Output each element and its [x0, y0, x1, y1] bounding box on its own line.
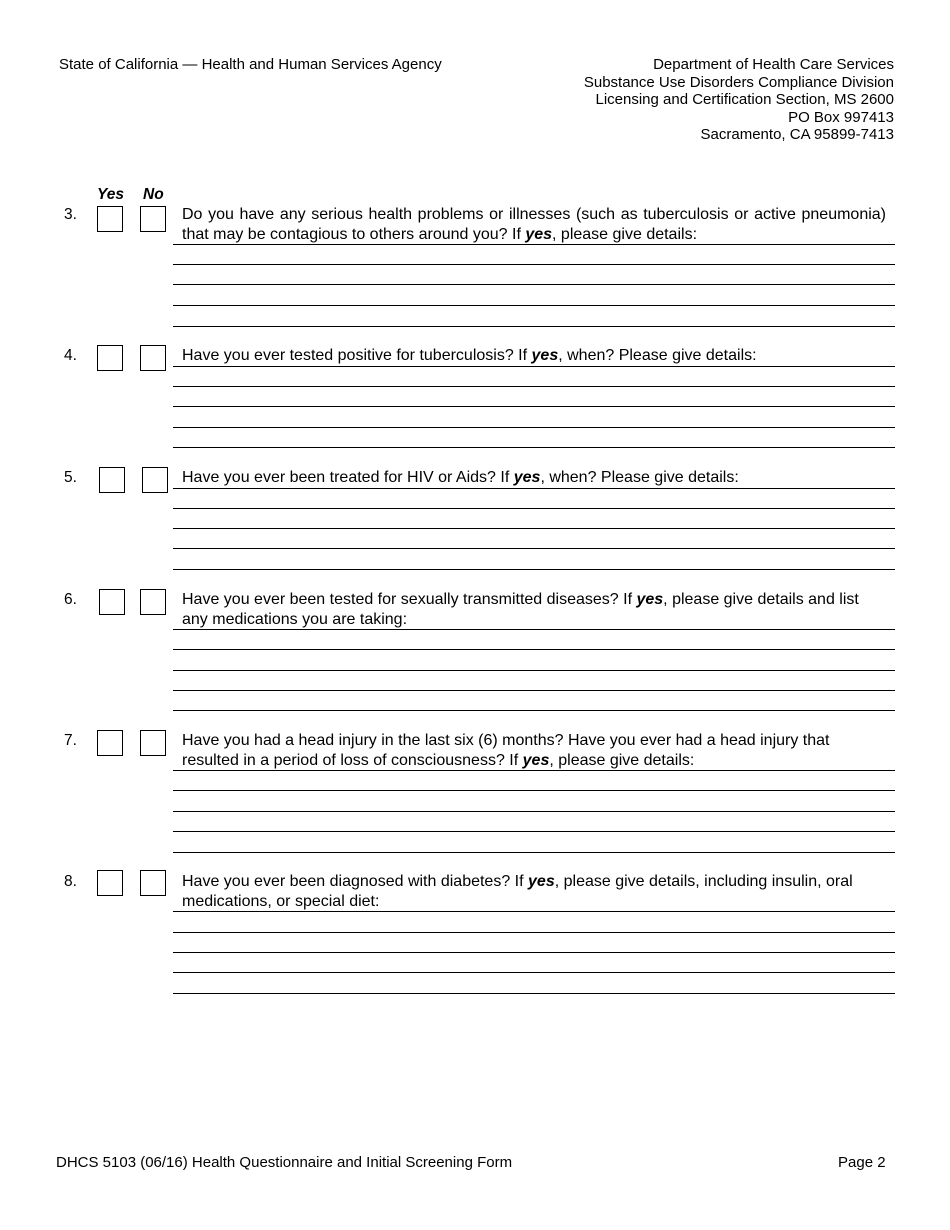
- answer-line[interactable]: [173, 952, 895, 953]
- question-text: Have you ever been diagnosed with diabetes? If yes, please give details, including insulin, oral medications, or special diet:: [182, 873, 853, 910]
- answer-line[interactable]: [173, 770, 895, 771]
- question-number: 3.: [64, 206, 77, 223]
- no-checkbox[interactable]: [140, 206, 166, 232]
- form-identifier: DHCS 5103 (06/16) Health Questionnaire and Initial Screening Form: [56, 1154, 513, 1171]
- address-line: Sacramento, CA 95899-7413: [700, 126, 894, 143]
- answer-line[interactable]: [173, 366, 895, 367]
- yes-checkbox[interactable]: [97, 870, 123, 896]
- question-text: Do you have any serious health problems or illnesses (such as tuberculosis or active pneumonia) that may be contagious to others around you? If yes, please give details:: [182, 206, 886, 243]
- question-number: 7.: [64, 732, 77, 749]
- answer-line[interactable]: [173, 831, 895, 832]
- agency-name: State of California — Health and Human Services Agency: [59, 56, 442, 73]
- address-line: PO Box 997413: [788, 108, 894, 126]
- question-number: 5.: [64, 469, 77, 486]
- no-checkbox[interactable]: [140, 730, 166, 756]
- answer-line[interactable]: [173, 528, 895, 529]
- department-address: [584, 56, 894, 144]
- answer-line[interactable]: [173, 993, 895, 994]
- answer-line[interactable]: [173, 284, 895, 285]
- answer-line[interactable]: [173, 710, 895, 711]
- answer-line[interactable]: [173, 852, 895, 853]
- question-text: Have you ever been tested for sexually transmitted diseases? If yes, please give details and list any medications you are taking:: [182, 591, 859, 628]
- answer-line[interactable]: [173, 629, 895, 630]
- no-column-header: No: [143, 186, 164, 203]
- answer-line[interactable]: [173, 569, 895, 570]
- answer-line[interactable]: [173, 406, 895, 407]
- answer-line[interactable]: [173, 427, 895, 428]
- yes-checkbox[interactable]: [97, 345, 123, 371]
- yes-checkbox[interactable]: [99, 589, 125, 615]
- answer-line[interactable]: [173, 305, 895, 306]
- question-number: 4.: [64, 347, 77, 364]
- answer-line[interactable]: [173, 670, 895, 671]
- question-text: Have you had a head injury in the last six (6) months? Have you ever had a head injury that resulted in a period of loss of consciousness? If yes, please give details:: [182, 732, 830, 769]
- yes-column-header: Yes: [97, 186, 125, 203]
- no-checkbox[interactable]: [140, 589, 166, 615]
- answer-line[interactable]: [173, 649, 895, 650]
- yes-checkbox[interactable]: [99, 467, 125, 493]
- question-text: Have you ever tested positive for tuberculosis? If yes, when? Please give details:: [182, 347, 757, 364]
- answer-line[interactable]: [173, 690, 895, 691]
- answer-line[interactable]: [173, 488, 895, 489]
- answer-line[interactable]: [173, 911, 895, 912]
- answer-line[interactable]: [173, 508, 895, 509]
- address-line: Department of Health Care Services: [653, 56, 894, 73]
- answer-line[interactable]: [173, 264, 895, 265]
- answer-line[interactable]: [173, 326, 895, 327]
- yes-checkbox[interactable]: [97, 206, 123, 232]
- answer-line[interactable]: [173, 386, 895, 387]
- address-line: Substance Use Disorders Compliance Division: [583, 73, 894, 91]
- answer-line[interactable]: [173, 932, 895, 933]
- no-checkbox[interactable]: [142, 467, 168, 493]
- page-number: Page 2: [838, 1154, 886, 1171]
- answer-line[interactable]: [173, 790, 895, 791]
- question-text: Have you ever been treated for HIV or Aids? If yes, when? Please give details:: [182, 469, 739, 486]
- answer-line[interactable]: [173, 548, 895, 549]
- yes-checkbox[interactable]: [97, 730, 123, 756]
- address-line: Licensing and Certification Section, MS 2600: [595, 91, 894, 108]
- answer-line[interactable]: [173, 972, 895, 973]
- no-checkbox[interactable]: [140, 870, 166, 896]
- answer-line[interactable]: [173, 447, 895, 448]
- question-number: 6.: [64, 591, 77, 608]
- no-checkbox[interactable]: [140, 345, 166, 371]
- answer-line[interactable]: [173, 244, 895, 245]
- question-number: 8.: [64, 873, 77, 890]
- answer-line[interactable]: [173, 811, 895, 812]
